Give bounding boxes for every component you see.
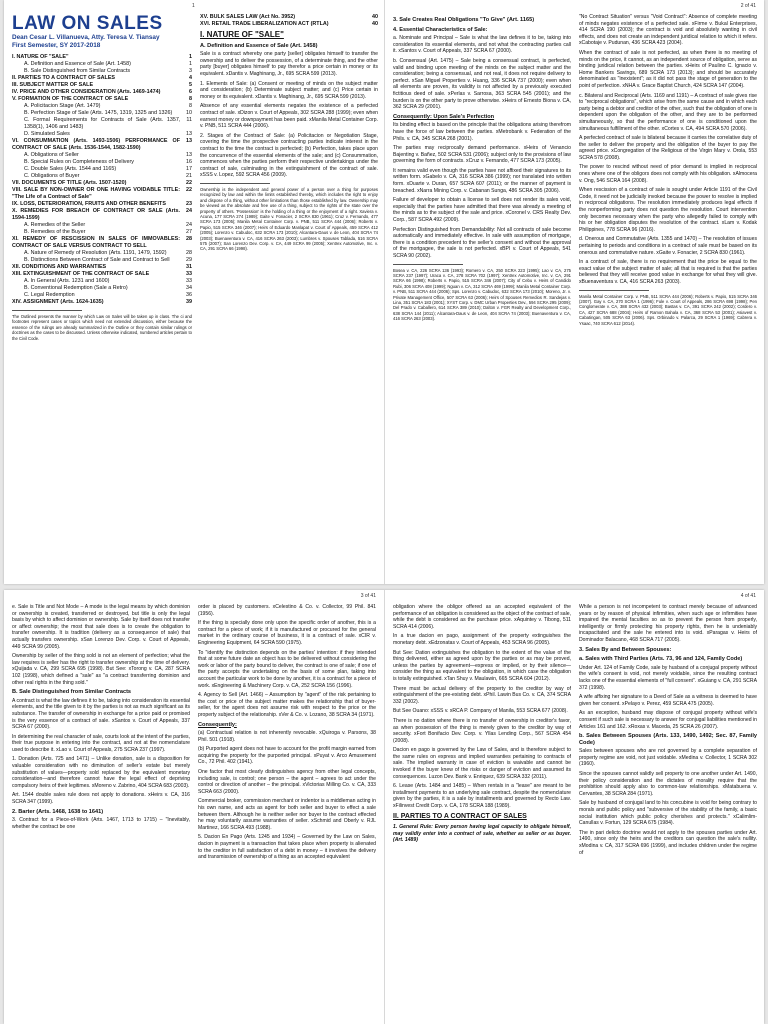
semester: First Semester, SY 2017-2018 [12, 42, 101, 49]
paragraph: Dacion en pago is governed by the Law of Sales, and is therefore subject to the same rules on express and implied warranties pertaining to contracts of sale. The implied warranty in case of eviction is waivable and cannot be invoked if the buyer knew of the risks or danger of eviction and assumed its consequences. Luzon Dev. Bank v. Enriquez, 639 SCRA 332 (2011). [393, 747, 571, 780]
toc-entry-label: A. Obligations of Seller [24, 152, 79, 158]
toc-entry-page: 13 [186, 138, 192, 144]
page-3 [4, 590, 384, 1024]
toc-entry-label: IX. LOSS, DETERIORATION, FRUITS AND OTHER BENEFITS [12, 201, 166, 207]
toc-entry-page: 11 [186, 117, 192, 123]
toc-entry-label: VII. DOCUMENTS OF TITLE (Arts. 1507-1520) [12, 180, 127, 186]
bullet-item: It remains valid even though the parties have not affixed their signatures to its written form. xGabelo v. CA, 316 SCRA 386 (1999); nor translated into written form. xDuarte v. Duran, 657 SCRA 607 (2011); or the manner of payment is breached. xNarra Mining Corp. v. Cabanan Sunga, 486 SCRA 305 (2006). [393, 167, 571, 194]
toc-entry-page: 28 [186, 250, 192, 256]
toc-entry-label: C. Legal Redemption [24, 292, 75, 298]
page-3-left-column [12, 604, 190, 1020]
paragraph: Sale by husband of conjugal land to his concubine is void for being contrary to morals and public policy and "subversive of the stability of the family, a basic social institution which public policy cherishes and protects." xCalimlim-Canullas v. Fortun, 129 SCRA 675 (1984). [579, 800, 757, 827]
toc-entry[interactable] [12, 173, 192, 180]
paragraph: e. Sale is Title and Not Mode – A mode is the legal means by which dominion or ownership is created, transferred or destroyed, but title is only the legal basis by which to affect dominion or ownership. Sale by itself does not transfer or affect ownership; the most that sale does is to create the obligation to transfer ownership. It is tradition (delivery as a consequence of sale) that actually transfers ownership. xSan Lorenzo Dev. Corp. v. Court of Appeals, 449 SCRA 99 (2005). [12, 604, 190, 650]
toc-entry-label: B. Conventional Redemption (Sale a Retro) [24, 285, 128, 291]
toc-entry[interactable] [12, 292, 192, 299]
toc-entry-label: A. Definition and Essence of Sale (Art. 1458) [24, 61, 131, 67]
toc-entry-page: 3 [189, 68, 192, 74]
toc-entry-page: 27 [186, 229, 192, 235]
toc-entry-page: 24 [186, 222, 192, 228]
paragraph: Ownership by seller of the thing sold is not an element of perfection; what the law requires is seller has the right to transfer ownership at the time of delivery. xQuijada v. CA, 299 SCRA 695 (1998). But See: xTorong v. CA, 287 SCRA 102 (1998), which defined a "sale" as "a contract transferring dominion and other real rights in the thing sold." [12, 653, 190, 686]
toc-entry-label: V. FORMATION OF THE CONTRACT OF SALE [12, 96, 129, 102]
toc-entry[interactable] [12, 68, 192, 75]
page-number: 2 of 41 [740, 3, 756, 9]
subheading: Consequently: [198, 721, 237, 728]
toc-entry-label: I. NATURE OF "SALE" [12, 54, 69, 60]
toc-entry-page: 40 [372, 14, 378, 20]
toc-entry[interactable] [12, 264, 192, 271]
toc-entry-page: 4 [189, 75, 192, 81]
toc-list-continued [200, 14, 378, 28]
subheading: b. Sales Between Spouses (Arts. 133, 1490, 1492; Sec. 87, Family Code) [579, 733, 757, 746]
toc-entry[interactable] [12, 131, 192, 138]
toc-entry-label: B. Perfection Stage of Sale (Arts. 1475, 1319, 1325 and 1326) [24, 110, 173, 116]
toc-entry-label: B. Special Rules on Completeness of Delivery [24, 159, 134, 165]
toc-entry-page: 10 [186, 110, 192, 116]
page-1 [4, 0, 384, 584]
subsection-heading: A. Definition and Essence of Sale (Art. 1458) [200, 42, 318, 49]
footnotes: Ownership is the independent and general power of a person over a thing for purposes recognized by law and within the limits established thereby, which includes the right to enjoy and dispose of a thing, without other limitations than those established by law. Ownership may be viewed as the absolute and free use of a thing, subject to the rights of the state over the property of others. 'Possession' is the holding of a thing or the enjoyment of a right. Xaviera v. Acuna, 177 SCRA 274 (1989); Gaite v. Fonacier, 2 SCRA 830 (1961); Cruz v. Fernando, 477 SCRA 173 (2005); Manila Metal Container Corp. v. PNB, 511 SCRA 444 (2006); Roberts v. Papio, 515 SCRA 346 (2007); Heirs of Eduardo Manlapat v. Court of Appeals, 459 SCRA 412 (2005); Lorenzo v. Cabudoc, 632 SCRA 173 (2010); Alcantara-Daus v. de Leon, 404 SCRA 74 (2003); Buenaventura v. CA, 416 SCRA 263 (2003); Lumbres v. Spouses Tablada, 516 SCRA 575 (2007); San Lorenzo Dev. Corp. v. CA, 449 SCRA 99 (2005); Xentrex Automotive, Inc. v. CA, 291 SCRA 66 (1998). [200, 186, 378, 252]
bullet-item: The parties may reciprocally demand performance. xHeirs of Venancio Bajenting v. Bañez, 502 SCRA 531 (2006); subject only to the provisions of law governing the form of contracts. xCruz v. Fernando, 477 SCRA 173 (2005). [393, 145, 571, 165]
paragraph: When rescission of a contract of sale is sought under Article 1191 of the Civil Code, it need not be judicially invoked because the power to resolve is implied in reciprocal obligations. The resolution immediately produces legal effects if the nonperforming party does not question the resolution. Court intervention only becomes necessary when the party who allegedly failed to comply with his or her obligation disputes the resolution of the contract. xLam v. Kodak Philippines, 778 SCRA 96 (2016). [579, 187, 757, 233]
page-3-right-column [198, 604, 376, 1020]
bullet-item: There must be actual delivery of the property to the creditor by way of extinguishment of the pre-existing debt. xPhil. Lawin Bus Co. v. CA, 374 SCRA 332 (2002). [393, 685, 571, 705]
toc-entry-page: 13 [186, 131, 192, 137]
toc-entry-label: VIII. SALE BY NON-OWNER OR ONE HAVING VOIDABLE TITLE: "The Life of a Contract of Sale" [12, 187, 180, 200]
subheading: 2. Barter (Arts. 1468, 1638 to 1641) [12, 808, 104, 815]
footnotes: Manila Metal Container Corp. v. PNB, 511 SCRA 444 (2006); Roberts v. Papio, 515 SCRA 346 (2007). Gay v. CA, 270 SCRA 1 (1996); Fule v. Court of Appeals, 286 SCRA 698 (1998); Pen Conglomerate v. CA, 388 SCRA 432 (2003); Bastas v. CA, 391 SCRA 242 (2002); Cordero v. CA, 427 SCRA 688 (2004); Heirs of Ramon Bahala v. CA, 368 SCRA 53 (2001); Asiavest v. Cabatingan, 505 SCRA 63 (2006). Sps. Orbinado v. Palarca, 29 SCRA 1 (1969); Cabrera v. Ysaac, 740 SCRA 612 (2014). [579, 293, 757, 326]
toc-entry[interactable] [200, 14, 378, 21]
toc-entry-label: III. SUBJECT MATTER OF SALE [12, 82, 94, 88]
page-number: 4 of 41 [740, 593, 756, 599]
toc-entry-label: B. Distinctions Between Contract of Sale and Contract to Sell [24, 257, 170, 263]
toc-entry-page: 8 [189, 103, 192, 109]
toc-entry-page: 33 [186, 271, 192, 277]
page-4-right-column [579, 604, 757, 1020]
footnote-divider [200, 183, 270, 184]
paragraph: One factor that most clearly distinguishes agency from other legal concepts, including sale, is control; one person – the agent – agrees to act under the control or direction of another – the principal. xVictorias Milling Co. v. CA, 333 SCRA 663 (2000). [198, 769, 376, 795]
subheading: 3. Sale Creates Real Obligations "To Give" (Art. 1165) [393, 17, 535, 23]
subheading: Consequently: Upon Sale's Perfection [393, 113, 495, 120]
toc-entry-label: XIII. EXTINGUISHMENT OF THE CONTRACT OF SALE [12, 271, 150, 277]
toc-footnote: The Outlined presents the manner by which Law on Sales will be taken up in class. The ci and footnotes represent cases or topics which need not extended discussion, either because the essence of the rulings are already summarized in the Outline or they contain similar rulings or doctrines as the cases to be discussed. Unless otherwise indicated, numbered articles pertain to the Civil Code. [12, 314, 192, 341]
bullet-item: In a true dacion en pago, assignment of the property extinguishes the monetary debt. xEdzonatas v. Court of Appeals, 453 SCRA 96 (2005). [393, 633, 571, 646]
toc-entry[interactable] [12, 208, 192, 222]
paragraph: If the thing is specially done only upon the specific order of another, this is a contract for a piece of work; if it is manufactured or procured for the general market in the ordinary course of business, it is a contract of sale. xCIR v. Engineering Equipment, 64 SCRA 590 (1975). [198, 620, 376, 646]
toc-entry-page: 13 [186, 152, 192, 158]
paragraph: But See Ouano: xSSS v. xRCA P. Company of Manila, 553 SCRA 677 (2008). [393, 708, 568, 715]
paragraph: Art. 1544 double sales rule does not apply to donations. xHeirs v. CA, 316 SCRA 347 (1999). [12, 792, 190, 806]
toc-entry[interactable] [12, 117, 192, 131]
toc-entry-label: VI. CONSUMMATION (Arts. 1493-1506) PERFORMANCE OF CONTRACT OF SALE (Arts. 1536-1544, 1582-1590) [12, 138, 180, 151]
page-1-body [200, 14, 378, 579]
toc-entry[interactable] [12, 229, 192, 236]
toc-entry-label: X. REMEDIES FOR BREACH OF CONTRACT OR SALE (Arts. 1594-1599) [12, 208, 180, 221]
toc-entry[interactable] [12, 180, 192, 187]
toc-entry-label: XIV. ASSIGNMENT (Arts. 1624-1635) [12, 299, 104, 305]
paragraph: In a contract of sale, there is no requirement that the price be equal to the exact value of the subject matter of sale; all that is required is that the parties believed that they will receive good value in exchange for what they will give. xBuenaventura v. CA, 416 SCRA 263 (2003). [579, 259, 757, 285]
toc-entry-page: 29 [186, 257, 192, 263]
toc-entry-label: XI. REMEDY OF RESCISSION IN SALES OF IMMOVABLES: CONTRACT OF SALE VERSUS CONTRACT TO SELL [12, 236, 180, 249]
toc-entry-page: 6 [189, 89, 192, 95]
paragraph: A perfected contract of sale is bilateral because it carries the correlative duty of the seller to deliver the property and the obligation of the buyer to pay the agreed price. xCongregation of the Religious of the Virgin Mary v. Orola, 553 SCRA 578 (2008). [579, 135, 757, 161]
subheading: 4. Essential Characteristics of Sale: [393, 26, 488, 33]
paragraph: c. Bilateral and Reciprocal (Arts. 1169 and 1191) – A contract of sale gives rise to "reciprocal obligations", which arise from the same cause and in which each party being a debtor and creditor of the other, such that the obligation of one is dependent upon the obligation of the other, and they are to be performed simultaneously, so that the performance of one is conditioned upon the simultaneous fulfillment of the other. xCortes v. CA, 494 SCRA 570 (2006). [579, 92, 757, 132]
toc-entry-label: II. PARTIES TO A CONTRACT OF SALES [12, 75, 116, 81]
toc-entry-page: 23 [186, 201, 192, 207]
bullet-item: Its binding effect is based on the principle that the obligations arising therefrom have the force of law between the parties. xMetrobank v. Federation of the Phils. v. CA, 345 SCRA 268 (2001). [393, 122, 571, 142]
toc-entry[interactable] [12, 166, 192, 173]
footnote-divider [12, 310, 82, 311]
paragraph: A contract is what the law defines it to be, taking into consideration its essential elements, and the title given to it by the parties is not as much significant as its substance. The transfer of ownership in exchange for a price paid or promised is the very essence of a contract of sale. xSantos v. Court of Appeals, 337 SCRA 67 (2000). [12, 697, 190, 731]
toc-entry-page: 36 [186, 292, 192, 298]
toc-entry[interactable] [12, 250, 192, 257]
subheading: B. Sale Distinguished from Similar Contracts [12, 689, 132, 696]
toc-entry-label: XV. BULK SALES LAW (Act No. 3952) [200, 14, 296, 20]
toc-entry-label: XVI. RETAIL TRADE LIBERALIZATION ACT (RTLA) [200, 21, 329, 27]
toc-entry-page: 28 [186, 236, 192, 242]
toc-entry[interactable] [12, 152, 192, 159]
toc-entry-label: A. In General (Arts. 1231 and 1600) [24, 278, 110, 284]
toc-entry-page: 1 [189, 61, 192, 67]
toc-entry[interactable] [12, 138, 192, 152]
paragraph: In determining the real character of sale, courts look at the intent of the parties, their true purpose in entering into the contract, and not at the nomenclature used to describe it. xLao v. Court of Appeals, 275 SCRA 237 (1997). [12, 733, 190, 753]
paragraph: Sales between spouses who are not governed by a complete separation of property regime are void, not just voidable. xMedina v. Collector, 1 SCRA 302 (1960). [579, 748, 757, 768]
toc-entry[interactable] [12, 299, 192, 306]
paragraph: a. Nominate and Principal – Sale is what the law defines it to be, taking into consideration its essential elements, and not what the contracting parties call it. xSantos v. Court of Appeals, 337 SCRA 67 (2000). [393, 35, 571, 55]
toc-entry-page: 16 [186, 159, 192, 165]
paragraph: (b) Purported agent does not have to account for the profit margin earned from acquiring the property for the purported principal. xPuyat v. Arco Amusement Co., 72 Phil. 402 (1941). [198, 746, 376, 766]
bullet-item: Failure of developer to obtain a license to sell does not render its sales void, especially that the parties have admitted that there was already a meeting of the minds as to the subject of the sale and price. xCoronel v. CRS Realty Dev. Corp., 587 SCRA 492 (2009). [393, 197, 571, 224]
toc-entry-page: 31 [186, 264, 192, 270]
subheading: a. Sales with Third Parties (Arts. 73, 96 and 124, Family Code) [579, 656, 743, 663]
toc-entry[interactable] [12, 236, 192, 250]
subheading: 3. Sales By and Between Spouses: [579, 646, 672, 653]
toc-entry-page: 8 [189, 96, 192, 102]
toc-entry[interactable] [12, 75, 192, 82]
paragraph: b. Consensual (Art. 1475) – Sale being a consensual contract, is perfected, valid and binding upon meeting of the minds on the subject matter and the consideration; being a consensual, and not real, it does not require delivery to perfect. xSan Miguel Properties v. Huang, 336 SCRA 737 (2000); even when all elements are proven, its validity is not affected by a previously executed fictitious deed of sale. xPerlas v. Sarrosa, 363 SCRA 545 (2001); and the burden is on the other party to prove otherwise. xHeirs of Ernesto Biona v. CA, 362 SCRA 29 (2001). [393, 57, 571, 111]
paragraph: order is placed by customers. xCelestino & Co. v. Collector, 99 Phil. 841 (1956). [198, 604, 376, 617]
paragraph: Sale is a contract whereby one party [seller] obligates himself to transfer the ownership and to deliver the possession, of a determinate thing, and the other party [buyer] obligates himself to pay therefor a price certain in money or its equivalent. xDantis v. Maghinang, Jr., 695 SCRA 599 (2013). [200, 51, 378, 77]
section-heading: II. PARTIES TO A CONTRACT OF SALES [393, 812, 527, 820]
page-sheet-3-4 [4, 590, 764, 1024]
toc-entry[interactable] [12, 82, 192, 89]
paragraph: Since the spouses cannot validly sell property to one another under Art. 1490, their policy consideration and the dictates of morality require that the prohibition should apply also to common-law relationships. xMatabuena v. Cervantes, 38 SCRA 284 (1971). [579, 771, 757, 797]
paragraph: But See: Dation extinguishes the obligation to the extent of the value of the thing delivered, either as agreed upon by the parties or as may be proved, unless the parties by agreement—express or implied, or by their silence—consider the thing as equivalent to the obligation, in which case the obligation is totally extinguished. xTan Shuy v. Maulawin, 665 SCRA 604 (2012). [393, 649, 571, 682]
paragraph: As an exception, husband may dispose of conjugal property without wife's consent if such sale is necessary to answer for conjugal liabilities mentioned in Articles 161 and 162. xRoxas v. Maceda, 25 SCRA 26 (2007). [579, 710, 757, 730]
toc-entry[interactable] [12, 278, 192, 285]
page-2-right-column [579, 14, 757, 579]
toc-entry-page: 33 [186, 278, 192, 284]
toc-entry[interactable] [12, 54, 192, 61]
paragraph: A wife affixing her signature to a Deed of Sale as a witness is deemed to have given her consent. xPelayo v. Perez, 459 SCRA 475 (2005). [579, 694, 757, 707]
toc-entry-page: 22 [186, 180, 192, 186]
paragraph: 1. General Rule: Every person having legal capacity to obligate himself, may validly enter into a contract of sale, whether as seller or as buyer. (Art. 1489) [393, 824, 571, 844]
toc-entry[interactable] [12, 201, 192, 208]
paragraph: The in pari delicto doctrine would not apply to the spouses parties under Art. 1490, since only the heirs and the creditors can question the sale's nullity. xModina v. CA, 317 SCRA 696 (1999), and includes children under the regime of [579, 829, 757, 856]
paragraph: While a person is not incompetent to contract merely because of advanced years or by reason of physical infirmities, when such age or infirmities have impaired the mental faculties so as to prevent the person from properly, intelligently or firmly protecting his property rights, then he is undeniably incapacitated and the sale he entered into is void. xParagas v. Heirs of Dominador Balacano, 468 SCRA 717 (2005). [579, 604, 757, 643]
paragraph: 5. Dacion En Pago (Arts. 1245 and 1934) – Governed by the Law on Sales, dacion in payment is a transaction that takes place when property is alienated to the creditor in full satisfaction of a debt in money – it involves the delivery and transmission of ownership of a thing as an accepted equivalent [198, 834, 376, 861]
paragraph: 2. Stages of the Contract of Sale: (a) Policitacion or Negotiation Stage, covering the time the prospective contracting parties indicate interest in the contract to the time the contract is perfected; (b) Perfection, takes place upon the concurrence of the essential elements of the sale; and (c) Consummation, commences when the parties perform their respective undertakings under the contract of sale, culminating in the extinguishment of the contract of sale. xSSS v. Lopez, 592 SCRA 456 (2009). [200, 132, 378, 179]
paragraph: Commercial broker, commission merchant or indentor is a middleman acting in his own name, and acts as agent for both seller and buyer to effect a sale between them. Although he is neither seller nor buyer to the contract effected he may voluntarily assume warranties of seller. xSchmid and Oberly v. RJL Martinez, 166 SCRA 493 (1988). [198, 798, 376, 831]
section-heading: I. NATURE OF "SALE" [200, 30, 284, 39]
toc-entry[interactable] [200, 21, 378, 28]
page-2-left-column [393, 14, 571, 579]
toc-entry-label: A. Remedies of the Seller [24, 222, 86, 228]
page-2 [384, 0, 764, 584]
toc-entry[interactable] [12, 110, 192, 117]
document-title: LAW ON SALES [12, 14, 163, 34]
page-number: 1 [192, 3, 195, 9]
toc-entry-page: 21 [186, 173, 192, 179]
paragraph: When the contract of sale is not perfected, as when there is no meeting of minds on the price, it cannot, as an independent source of obligation, serve as binding juridical relation between the parties. xHeirs of Paulino C. Ignacio v. Home Bankers Savings, 689 SCRA 173 (2013); and should be accurately denominated as "inexistent"; as it did not pass the stage of generation to the point of perfection. xNHA v. Grace Baptist Church, 424 SCRA 147 (2004). [579, 49, 757, 89]
paragraph: 3. Contract for a Piece-of-Work (Arts. 1467, 1713 to 1715) – "Inevitably, whether the contract be one [12, 817, 190, 830]
toc-entry[interactable] [12, 257, 192, 264]
bullet-item: There is no dation where there is no transfer of ownership in creditor's favor, as when possession of the thing is merely given to the creditor by way of security. xFort Bonifacio Dev. Corp. v. Yllas Lending Corp., 567 SCRA 454 (2008). [393, 717, 571, 744]
toc-entry-label: C. Formal Requirements for Contracts of Sale (Arts. 1357, 1358(1), 1406 and 1483) [24, 117, 181, 130]
toc-entry-page: 22 [186, 187, 192, 193]
toc-entry[interactable] [12, 89, 192, 96]
toc-entry-label: A. Policitacion Stage (Art. 1479) [24, 103, 101, 109]
toc-entry[interactable] [12, 96, 192, 103]
paragraph: 6. Lease (Arts. 1484 and 1485) – When rentals in a "lease" are meant to be installment payments to an underlying sale contract, despite the nomenclature given by the parties, it is a sale by installments and governed by Recto Law. xFilinvest Credit Corp. v. CA, 178 SCRA 188 (1989). [393, 783, 571, 810]
toc-entry-page: 39 [186, 299, 192, 305]
toc-entry-page: 1 [189, 54, 192, 60]
toc-entry-label: D. Simulated Sales [24, 131, 70, 137]
paragraph: "No Contract Situation" versus "Void Contract": Absence of complete meeting of minds negates existence of a perfected sale. xFirme v. Bukal Enterprises, 414 SCRA 190 (2003); the contract is void and absolutely wanting in civil effects, and does not create an independent juridical relation to which it refers. xCabotaje v. Pudunan, 436 SCRA 423 (2004). [579, 14, 757, 47]
toc-entry-label: B. Remedies of the Buyer [24, 229, 86, 235]
paragraph: 1. Donation (Arts. 725 and 1471) – Unlike donation, sale is a disposition for valuable consideration with no diminution of seller's estate but merely substitution of values—property sold replaced by the equivalent monetary consideration—and therefore cannot have the legal effect of depriving compulsory heirs of their legitimes. xMoreno v. Zabrino, 404 SCRA 683 (2003). [12, 756, 190, 789]
paragraph: Under Art. 124 of Family Code, sale by husband of a conjugal property without the wife's consent is void, not merely voidable, since the resulting contract lacks one of the essential elements of "full consent". xGuiang v. CA, 291 SCRA 372 (1998). [579, 664, 757, 691]
page-4 [384, 590, 764, 1024]
toc-entry[interactable] [12, 271, 192, 278]
toc-entry[interactable] [12, 187, 192, 201]
page-4-left-column [393, 604, 571, 1020]
toc-entry-page: 5 [189, 82, 192, 88]
paragraph: obligation where the obligor offered as an accepted equivalent of the performance of an obligation is considered as the object of the contract of sale, while the debt is considered as the purchase price. xAquintey v. Tibong, 511 SCRA 414 (2006). [393, 604, 571, 630]
paragraph: d. Onerous and Commutative (Arts. 1355 and 1470) – The resolution of issues pertaining to periods and conditions in a contract of sale must be based on its onerous and commutative nature. xGaite v. Fonacier, 2 SCRA 830 (1961). [579, 236, 757, 256]
toc-entry-label: IV. PRICE AND OTHER CONSIDERATION (Arts. 1469-1474) [12, 89, 161, 95]
paragraph: 1. Elements of Sale: (a) Consent or meeting of minds on the subject matter and consideration; (b) Determinate subject matter; and (c) Price certain in money or its equivalent. xDantis v. Maghinang, Jr., 695 SCRA 599 (2013). [200, 80, 378, 100]
authors: Dean Cesar L. Villanueva, Atty. Teresa V. Tiansay [12, 34, 160, 41]
paragraph: Absence of any essential elements negates the existence of a perfected contract of sale. xDizon v. Court of Appeals, 302 SCRA 288 (1999); even when earnest money or downpayment has been paid. xManila Metal Container Corp. v. PNB, 511 SCRA 444 (2006). [200, 103, 378, 130]
toc-entry[interactable] [12, 222, 192, 229]
toc-entry-label: A. Nature of Remedy of Resolution (Arts. 1191, 1479, 1592) [24, 250, 167, 256]
page-sheet-1-2 [4, 0, 764, 584]
toc-entry[interactable] [12, 285, 192, 292]
toc-entry[interactable] [12, 103, 192, 110]
paragraph: 4. Agency to Sell (Art. 1466) – Assumption by "agent" of the risk pertaining to the cost or price of the subject matter makes the relationship that of buyer-seller, for the agent does not assume risk with respect to the price or the property subject of the relationship. xVer & Co. v. Lozano, 38 SCRA 34 (1971). [198, 692, 376, 718]
paragraph: (a) Contractual relation is not inherently revocable. xQuiroga v. Parsons, 38 Phil. 501 (1918). [198, 730, 376, 743]
toc-list [12, 54, 192, 306]
toc-entry[interactable] [12, 61, 192, 68]
page-number: 3 of 41 [360, 593, 376, 599]
toc-entry-label: B. Sale Distinguished from Similar Contracts [24, 68, 131, 74]
footnotes: Bosea v. CA, 226 SCRA 136 (1993); Romero v. CA, 250 SCRA 223 (1995); Lao v. CA, 275 SCRA 237 (1997); Uraca v. CA, 278 SCRA 702 (1997); Xentrex Automotive, Inc. v. CA, 291 SCRA 66 (1998); Roberts v. Papio, 515 SCRA 346 (2007); City of Cebu v. Heirs of Candido Rubi, 306 SCRA 408 (1999); Nguan v. CA, 312 SCRA 469 (1999); Manila Metal Container Corp. v. PNB, 511 SCRA 444 (2006); Sps. Lorenzo v. Cabudoc, 632 SCRA 173 (2010); Moreno, Jr. v. Private Management Office, 507 SCRA 63 (2006); Heirs of Spouses Remedios R. Sandejas v. Lina, 351 SCRA 183 (2001); XYST Corp. v. DMC Urban Properties Dev., 594 SCRA 295 (2009); Del Prado v. Caballero, 614 SCRA 389 (2010); Dalton v. FGR Realty and Development Corp., 638 SCRA 144 (2011); Alcantara-Daus v. de Leon, 404 SCRA 74 (2003); Buenaventura v. CA, 416 SCRA 263 (2003). [393, 267, 571, 322]
table-of-contents [12, 14, 192, 579]
paragraph: The power to rescind without need of prior demand is implied in reciprocal ones where one of the obligors does not comply with his obligation. xAlmocera v. Ong, 546 SCRA 164 (2008). [579, 164, 757, 184]
paragraph: Perfection Distinguished from Demandability: Not all contracts of sale become automatically and immediately effective. In sale with assumption of mortgage, there is a condition precedent to the seller's consent and without the approval of the mortgagee, the sale is not perfected. xBPI v. Court of Appeals, 541 SCRA 90 (2002). [393, 226, 571, 259]
toc-entry-label: XII. CONDITIONS AND WARRANTIES [12, 264, 107, 270]
toc-entry-page: 34 [186, 285, 192, 291]
toc-entry[interactable] [12, 159, 192, 166]
footnote-divider [393, 264, 463, 265]
toc-entry-page: 40 [372, 21, 378, 27]
toc-entry-page: 24 [186, 208, 192, 214]
toc-entry-label: C. Double Sales (Arts. 1544 and 1165) [24, 166, 117, 172]
toc-entry-page: 17 [186, 166, 192, 172]
paragraph: To "identify the distinction depends on the parties' intention: if they intended that at some future date an object has to be delivered without considering the work or labor of the party bound to deliver, the contract is one of sale; if one of the party accepts the undertaking on the basis of some plan, taking into account the particular work to be done by another, it is a contract for a piece of work. xEngineering & Machinery Corp. v. CA, 252 SCRA 156 (1996). [198, 649, 376, 689]
footnote-divider [579, 290, 649, 291]
toc-entry-label: C. Obligations of Buyer [24, 173, 80, 179]
